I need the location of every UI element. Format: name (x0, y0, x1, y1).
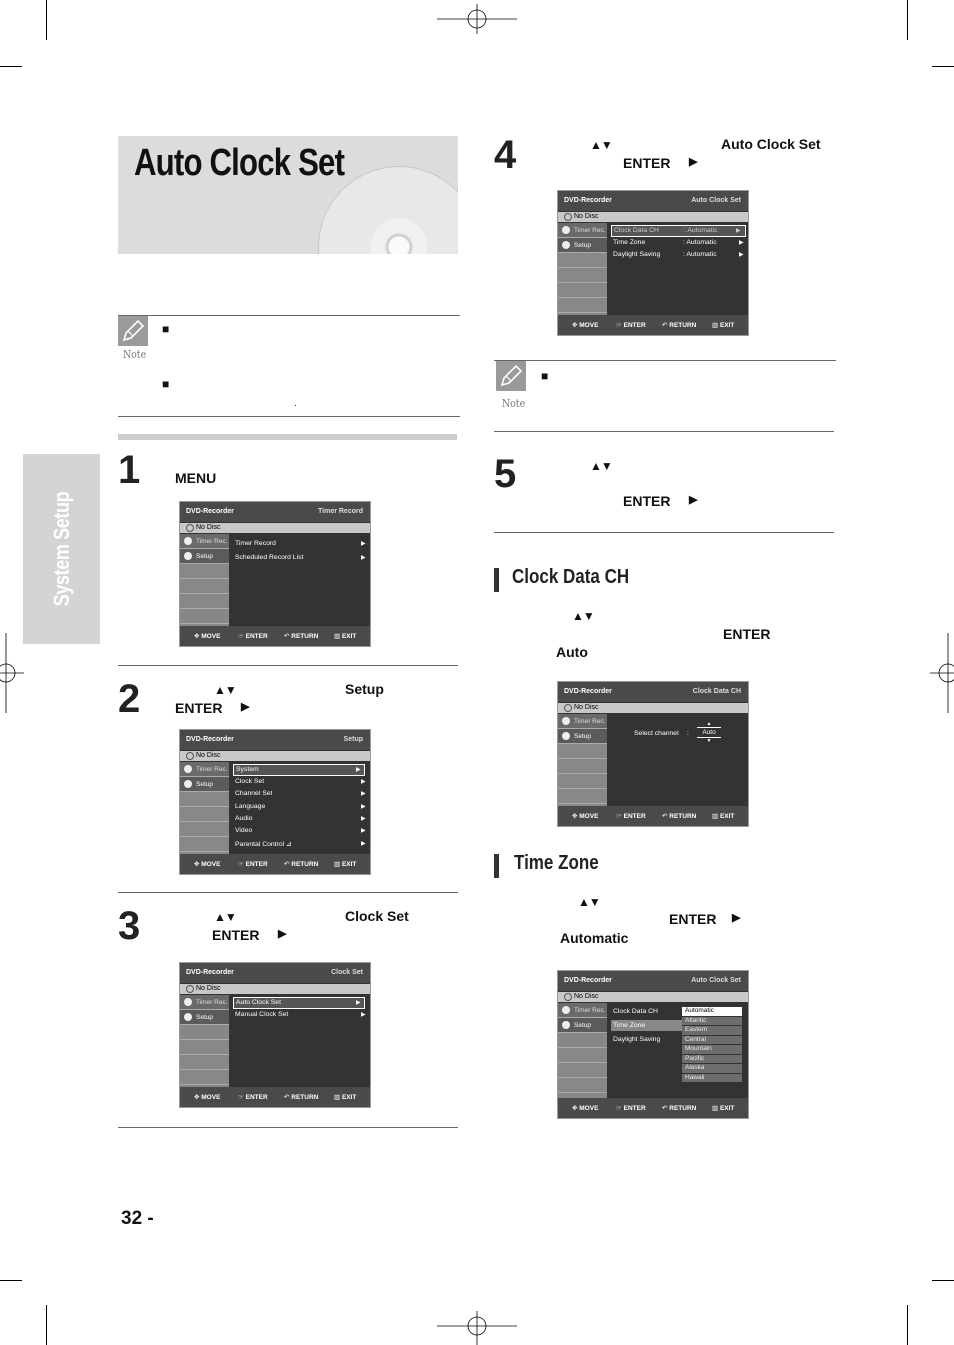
osd-brand: DVD-Recorder (186, 736, 234, 743)
crop-mark (932, 66, 954, 67)
step-keyword: ENTER (212, 927, 260, 943)
note-label: Note (502, 397, 526, 410)
osd-menu-item: Time Zone : Automatic ▶ (613, 239, 744, 246)
right-arrow-icon: ▶ (689, 156, 698, 168)
osd-setup: Setup (196, 553, 213, 560)
side-tab-label: System Setup (48, 491, 74, 607)
osd-setup: Setup (196, 781, 213, 788)
osd-timer-rec: Timer Rec. (196, 766, 228, 773)
osd-move: ✥ MOVE (194, 633, 221, 640)
note-bullet: ■ (162, 377, 170, 391)
note-pencil-icon (496, 361, 526, 391)
crop-mark (907, 0, 908, 40)
osd-colon: : (687, 730, 689, 737)
note-label: Note (123, 348, 147, 361)
section-title-clock-data-ch: Clock Data CH (512, 566, 630, 588)
crop-mark (932, 1280, 954, 1281)
registration-mark (437, 0, 517, 40)
divider (118, 416, 460, 417)
osd-zone-option: Central (682, 1036, 742, 1046)
step-keyword: MENU (175, 470, 217, 486)
section-keyword: Automatic (560, 930, 629, 946)
step-number: 3 (118, 904, 141, 948)
osd-zone-option: Hawaii (682, 1074, 742, 1084)
crop-mark (907, 1305, 908, 1345)
osd-brand: DVD-Recorder (186, 508, 234, 515)
osd-selected-item: Auto Clock Set ▶ (233, 997, 365, 1009)
step-number: 2 (118, 677, 141, 721)
registration-mark (0, 633, 24, 713)
osd-menu-item: Video ▶ (235, 827, 366, 834)
osd-selected-item: Clock Data CH : Automatic ▶ (611, 225, 746, 237)
osd-channel-spinner: ▲ Auto ▼ (697, 721, 721, 747)
divider (118, 1127, 458, 1128)
osd-return: ↶ RETURN (284, 633, 319, 640)
step-keyword: Auto Clock Set (721, 136, 821, 152)
divider-bar (118, 434, 457, 440)
osd-zone-option: Pacific (682, 1055, 742, 1065)
up-down-arrows-icon: ▲▼ (578, 895, 600, 909)
osd-time-zone-dropdown (682, 1007, 742, 1083)
crop-mark (46, 1305, 47, 1345)
section-title-time-zone: Time Zone (514, 852, 599, 874)
page-title: Auto Clock Set (134, 142, 345, 184)
osd-menu-item: Daylight Saving (613, 1036, 661, 1043)
osd-screen-time-zone: DVD-Recorder Auto Clock Set No Disc Timer Rec. Setup Clock Data CH Time Zone Daylight Saving Automatic Atlantic Eastern Central Mountain Pacific Alaska Hawaii ✥ MOVE ☞ ENTER ↶ RETURN ▥ EXIT (557, 970, 749, 1119)
osd-header: Timer Record (318, 508, 363, 515)
step-number: 1 (118, 448, 141, 492)
osd-screen-timer-record (179, 501, 371, 647)
divider (494, 431, 834, 432)
osd-screen-clock-set: DVD-Recorder Clock Set No Disc Timer Rec. Setup Auto Clock Set ▶ Manual Clock Set ▶ ✥ MOVE ☞ ENTER ↶ RETURN ▥ EXIT (179, 962, 371, 1108)
osd-menu-item: Timer Record ▶ (235, 540, 366, 547)
section-keyword: ENTER (723, 626, 771, 642)
divider (118, 665, 458, 666)
osd-menu-item: Daylight Saving : Automatic ▶ (613, 251, 744, 258)
step-number: 4 (494, 133, 517, 177)
crop-mark (46, 0, 47, 40)
section-bar (494, 568, 499, 592)
up-down-arrows-icon: ▲▼ (590, 138, 612, 152)
osd-selected-item: System ▶ (233, 764, 365, 776)
divider (494, 532, 834, 533)
step-keyword: Clock Set (345, 908, 409, 924)
divider (118, 892, 458, 893)
section-keyword: Auto (556, 644, 588, 660)
osd-menu-item: Language ▶ (235, 803, 366, 810)
title-banner (118, 136, 458, 254)
step-keyword: ENTER (175, 700, 223, 716)
page-number: 32 - (121, 1208, 154, 1229)
note-bullet: ■ (541, 369, 549, 383)
osd-screen-clock-data-ch: DVD-Recorder Clock Data CH No Disc Timer Rec. Setup Select channel : ▲ Auto ▼ ✥ MOVE ☞ ENTER ↶ RETURN ▥ EXIT (557, 681, 749, 827)
step-number: 5 (494, 452, 517, 496)
osd-screen-auto-clock-set: DVD-Recorder Auto Clock Set No Disc Timer Rec. Setup Clock Data CH : Automatic ▶ Time Zone : Automatic ▶ Daylight Saving : Automatic ▶ ✥ MOVE ☞ ENTER ↶ RETURN ▥ EXIT (557, 190, 749, 336)
up-down-arrows-icon: ▲▼ (214, 910, 236, 924)
osd-zone-option: Automatic (682, 1007, 742, 1017)
osd-menu-item: Parental Control ⊿ ▶ (235, 841, 366, 848)
up-down-arrows-icon: ▲▼ (590, 459, 612, 473)
divider (118, 315, 460, 316)
osd-timer-rec: Timer Rec. (196, 538, 228, 545)
step-keyword: ENTER (623, 155, 671, 171)
osd-no-disc: No Disc (196, 752, 221, 759)
step-keyword: ENTER (623, 493, 671, 509)
osd-menu-item: Audio ▶ (235, 815, 366, 822)
up-down-arrows-icon: ▲▼ (214, 683, 236, 697)
note-bullet: ■ (162, 322, 170, 336)
osd-zone-option: Atlantic (682, 1017, 742, 1027)
step-keyword: Setup (345, 681, 384, 697)
osd-menu-item: Scheduled Record List ▶ (235, 554, 366, 561)
right-arrow-icon: ▶ (241, 701, 250, 713)
osd-zone-option: Alaska (682, 1064, 742, 1074)
section-bar (494, 854, 499, 878)
crop-mark (0, 1280, 22, 1281)
osd-menu-item: Clock Set ▶ (235, 778, 366, 785)
osd-channel-value: Auto (697, 727, 721, 738)
divider (494, 360, 836, 361)
section-keyword: ENTER (669, 911, 717, 927)
osd-select-channel-label: Select channel (634, 730, 679, 737)
right-arrow-icon: ▶ (278, 928, 287, 940)
registration-mark (437, 1305, 517, 1345)
osd-zone-option: Mountain (682, 1045, 742, 1055)
osd-enter: ☞ ENTER (238, 633, 268, 640)
crop-mark (0, 66, 22, 67)
osd-header: Setup (343, 736, 363, 743)
right-arrow-icon: ▶ (689, 494, 698, 506)
right-arrow-icon: ▶ (732, 912, 741, 924)
osd-no-disc: No Disc (196, 524, 221, 531)
note-text: . (294, 398, 297, 409)
section-side-tab (23, 454, 100, 644)
note-pencil-icon (118, 316, 148, 346)
osd-menu-item: Manual Clock Set ▶ (235, 1011, 366, 1018)
osd-screen-setup: DVD-Recorder Setup No Disc Timer Rec. Setup System ▶ Clock Set ▶ Channel Set ▶ Language ▶ Audio ▶ Video ▶ Parental Control ⊿ ▶ ✥ MOVE ☞ ENTER ↶ RETURN ▥ EXIT (179, 729, 371, 875)
osd-selected-item: Time Zone (611, 1020, 683, 1031)
osd-menu-item: Clock Data CH (613, 1008, 658, 1015)
registration-mark (930, 633, 954, 713)
osd-menu-item: Channel Set ▶ (235, 790, 366, 797)
up-down-arrows-icon: ▲▼ (572, 609, 594, 623)
osd-exit: ▥ EXIT (334, 633, 357, 640)
osd-zone-option: Eastern (682, 1026, 742, 1036)
